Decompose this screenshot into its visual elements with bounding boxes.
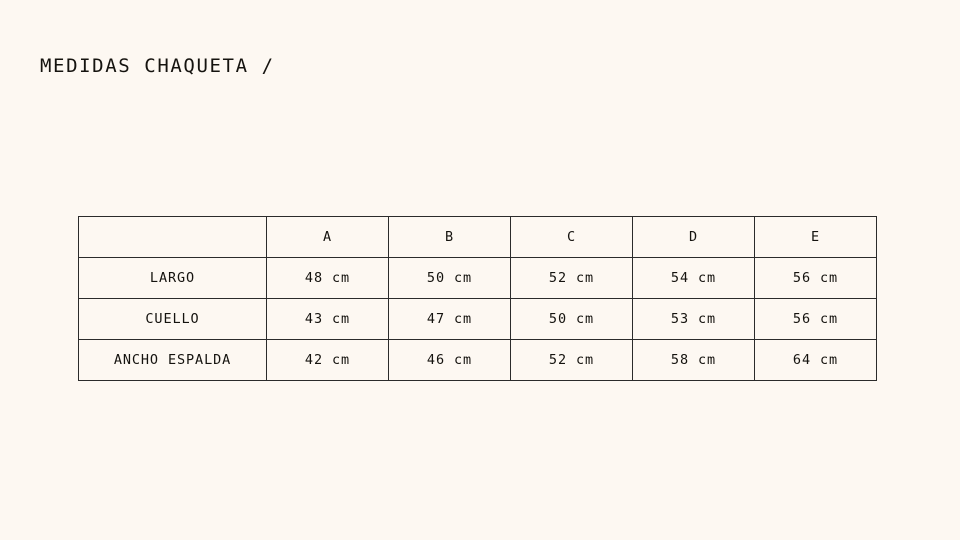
cell-cuello-a: 43 cm xyxy=(267,299,389,340)
measurements-table-container xyxy=(78,216,876,381)
cell-ancho-espalda-b: 46 cm xyxy=(389,340,511,381)
cell-cuello-c: 50 cm xyxy=(511,299,633,340)
measurements-table xyxy=(78,216,877,381)
table-row xyxy=(79,258,877,299)
row-label-cuello: CUELLO xyxy=(79,299,267,340)
column-header-a: A xyxy=(267,217,389,258)
cell-ancho-espalda-e: 64 cm xyxy=(755,340,877,381)
cell-ancho-espalda-a: 42 cm xyxy=(267,340,389,381)
column-header-c: C xyxy=(511,217,633,258)
table-header-row xyxy=(79,217,877,258)
column-header-e: E xyxy=(755,217,877,258)
page-title: MEDIDAS CHAQUETA / xyxy=(40,55,275,77)
table-row xyxy=(79,340,877,381)
column-header-b: B xyxy=(389,217,511,258)
cell-largo-e: 56 cm xyxy=(755,258,877,299)
table-body xyxy=(79,258,877,381)
cell-ancho-espalda-c: 52 cm xyxy=(511,340,633,381)
table-corner-cell xyxy=(79,217,267,258)
table-header xyxy=(79,217,877,258)
cell-cuello-b: 47 cm xyxy=(389,299,511,340)
cell-largo-a: 48 cm xyxy=(267,258,389,299)
cell-cuello-d: 53 cm xyxy=(633,299,755,340)
cell-ancho-espalda-d: 58 cm xyxy=(633,340,755,381)
row-label-largo: LARGO xyxy=(79,258,267,299)
row-label-ancho-espalda: ANCHO ESPALDA xyxy=(79,340,267,381)
cell-cuello-e: 56 cm xyxy=(755,299,877,340)
column-header-d: D xyxy=(633,217,755,258)
cell-largo-c: 52 cm xyxy=(511,258,633,299)
cell-largo-b: 50 cm xyxy=(389,258,511,299)
cell-largo-d: 54 cm xyxy=(633,258,755,299)
table-row xyxy=(79,299,877,340)
